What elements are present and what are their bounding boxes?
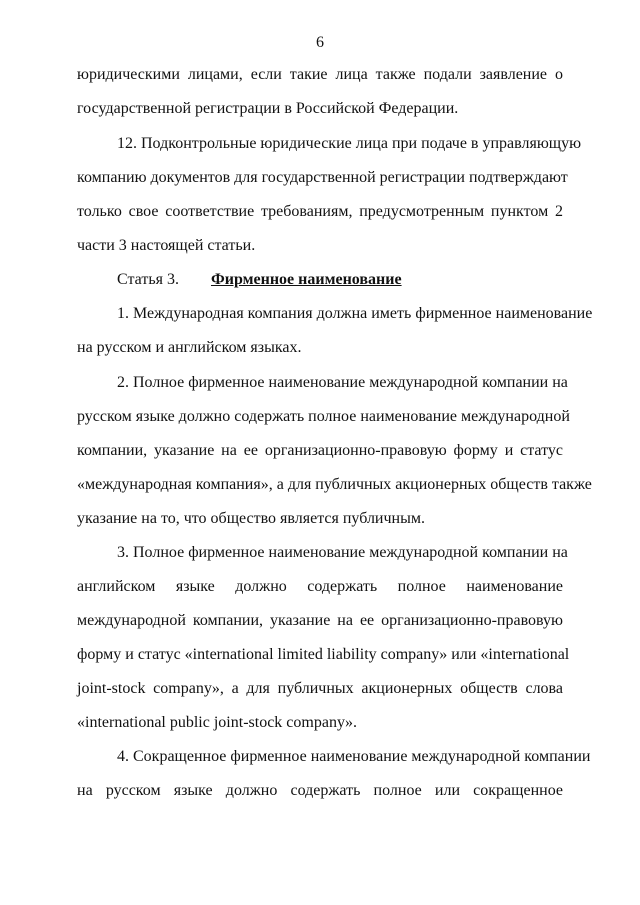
text-line: государственной регистрации в Российской Федерации. [77,100,459,117]
text-line: указание на то, что общество является публичным. [77,510,425,527]
text-line: «международная компания», а для публичных акционерных обществ также [77,476,592,493]
article-label: Статья 3. [117,271,179,288]
text-line: на русском языке должно содержать полное или сокращенное [77,782,563,799]
text-line: международной компании, указание на ее организационно-правовую [77,612,563,629]
text-line: 12. Подконтрольные юридические лица при подаче в управляющую [117,135,582,152]
article-title: Фирменное наименование [210,271,402,288]
text-line: на русском и английском языках. [77,339,302,356]
article-heading [117,270,563,290]
text-line: 1. Международная компания должна иметь фирменное наименование [117,305,593,322]
text-line: 4. Сокращенное фирменное наименование международной компании [117,748,591,765]
text-line: компании, указание на ее организационно-правовую форму и статус [77,442,563,459]
text-line: 3. Полное фирменное наименование международной компании на [117,544,568,561]
text-line: форму и статус «international limited liability company» или «international [77,646,570,663]
page-number: 6 [316,34,324,51]
text-line: русском языке должно содержать полное наименование международной [77,408,570,425]
text-line: английском языке должно содержать полное наименование [77,578,563,595]
text-line: только свое соответствие требованиям, предусмотренным пунктом 2 [77,203,563,220]
text-line: юридическими лицами, если такие лица также подали заявление о [77,66,563,83]
text-line: 2. Полное фирменное наименование международной компании на [117,374,568,391]
text-line: joint-stock company», а для публичных акционерных обществ слова [77,680,563,697]
text-line: «international public joint-stock company». [77,714,357,731]
text-line: компанию документов для государственной регистрации подтверждают [77,169,568,186]
text-line: части 3 настоящей статьи. [77,237,256,254]
